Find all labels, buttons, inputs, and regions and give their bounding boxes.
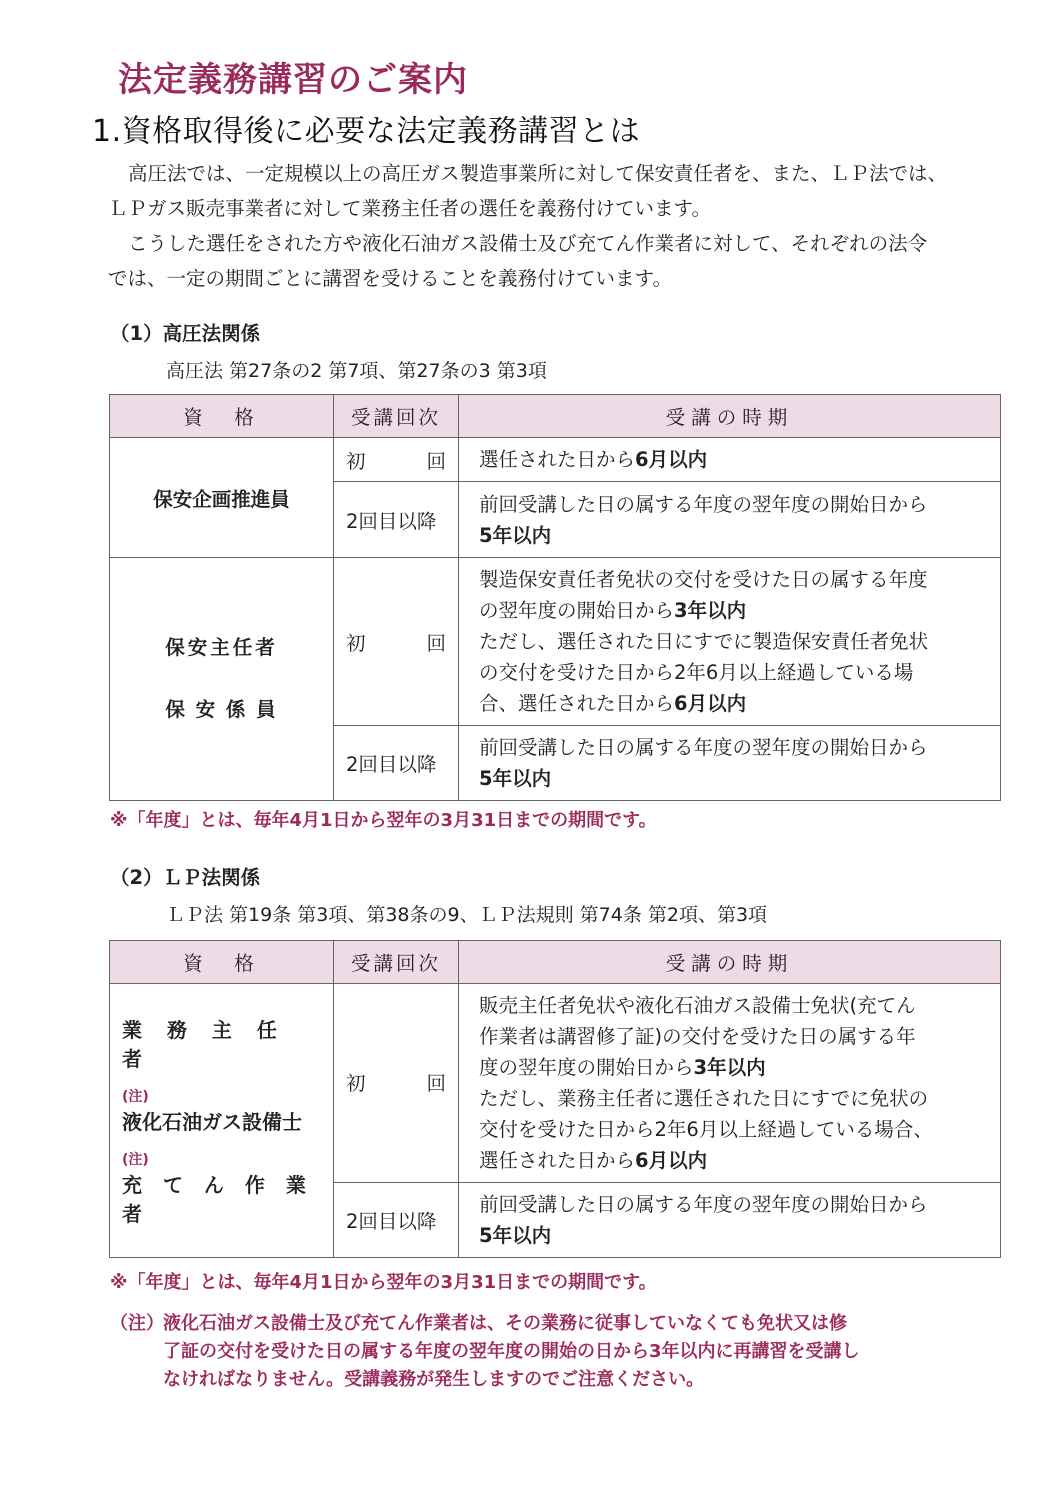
timing-text: 前回受講した日の属する年度の翌年度の開始日から: [479, 736, 928, 759]
header-timing: 受講の時期: [459, 941, 1001, 984]
timing-text: 前回受講した日の属する年度の翌年度の開始日から: [479, 492, 928, 516]
count-cell: [334, 1183, 459, 1258]
intro-p1-line1: 高圧法では、一定規模以上の高圧ガス製造事業所に対して保安責任者を、また、ＬＰ法では、: [128, 162, 948, 185]
qualification-name: 業 務 主 任 者: [122, 1018, 286, 1071]
caution-line: 液化石油ガス設備士及び充てん作業者は、その業務に従事していなくても免状又は修: [163, 1313, 847, 1334]
first-label-b: 回: [426, 449, 446, 473]
qualification-name: 充 て ん 作 業 者: [122, 1173, 313, 1226]
timing-cell: [459, 438, 1001, 482]
timing-bold: 3年以内: [693, 1056, 766, 1079]
note-tag: (注): [122, 1089, 149, 1105]
first-label-b: 回: [426, 632, 446, 655]
header-qualification: 資 格: [110, 395, 334, 438]
timing-bold: 3年以内: [674, 599, 747, 622]
timing-text: ただし、選任された日にすでに製造保安責任者免状: [479, 630, 929, 653]
lp-fiscal-year-note: ※「年度」とは、毎年4月1日から翌年の3月31日までの期間です。: [110, 1272, 657, 1293]
table-header-row: [110, 941, 1001, 984]
first-label-a: 初: [346, 1072, 366, 1095]
intro-p1-line2: ＬＰガス販売事業者に対して業務主任者の選任を義務付けています。: [108, 197, 711, 220]
section-heading: 1.資格取得後に必要な法定義務講習とは: [92, 114, 641, 149]
qualification-name: 保安主任者: [165, 636, 278, 659]
timing-bold: 5年以内: [479, 1224, 552, 1247]
table-row: [110, 558, 1001, 726]
header-count: 受講回次: [334, 941, 459, 984]
qualification-name: 保 安 係 員: [165, 698, 278, 721]
hp-fiscal-year-note: ※「年度」とは、毎年4月1日から翌年の3月31日までの期間です。: [110, 810, 657, 831]
timing-text: の翌年度の開始日から: [479, 599, 675, 622]
table-row: [110, 984, 1001, 1183]
caution-line: 了証の交付を受けた日の属する年度の翌年度の開始の日から3年以内に再講習を受講し: [163, 1341, 860, 1362]
second-label: 2回目以降: [346, 1210, 437, 1233]
timing-text: 選任された日から: [479, 1149, 636, 1172]
caution-label: （注）: [110, 1313, 164, 1334]
table-header-row: [110, 395, 1001, 438]
qualification-cell: [110, 984, 334, 1258]
timing-cell: [459, 1183, 1001, 1258]
first-label-b: 回: [426, 1072, 446, 1095]
timing-text: 度の翌年度の開始日から: [479, 1056, 694, 1079]
timing-text: 前回受講した日の属する年度の翌年度の開始日から: [479, 1193, 928, 1216]
lp-law-reference: ＬＰ法 第19条 第3項、第38条の9、ＬＰ法規則 第74条 第2項、第3項: [166, 904, 768, 926]
header-timing: 受講の時期: [459, 395, 1001, 438]
lp-caution: [110, 1310, 1010, 1394]
header-qualification: 資 格: [110, 941, 334, 984]
count-cell: [334, 482, 459, 558]
hp-heading: （1）高圧法関係: [110, 322, 261, 345]
qualification-name: 保安企画推進員: [153, 487, 290, 511]
timing-bold: 5年以内: [479, 767, 552, 790]
lp-heading: （2）ＬＰ法関係: [110, 866, 261, 889]
intro-paragraph: [108, 156, 1013, 296]
lp-table: [109, 940, 1001, 1258]
timing-text: ただし、業務主任者に選任された日にすでに免状の: [479, 1087, 929, 1110]
timing-text: 作業者は講習修了証)の交付を受けた日の属する年: [479, 1025, 916, 1048]
page-title: 法定義務講習のご案内: [118, 60, 468, 100]
timing-cell: [459, 558, 1001, 726]
first-label-a: 初: [346, 632, 366, 655]
timing-text: 選任された日から: [479, 448, 636, 471]
timing-bold: 6月以内: [635, 448, 708, 471]
count-cell: [334, 438, 459, 482]
intro-p2-line2: では、一定の期間ごとに講習を受けることを義務付けています。: [108, 267, 672, 290]
timing-bold: 6月以内: [635, 1149, 708, 1172]
caution-line: なければなりません。受講義務が発生しますのでご注意ください。: [163, 1369, 705, 1390]
timing-text: 製造保安責任者免状の交付を受けた日の属する年度: [479, 568, 928, 591]
qualification-cell: [110, 558, 334, 801]
intro-p2-line1: こうした選任をされた方や液化石油ガス設備士及び充てん作業者に対して、それぞれの法令: [128, 232, 928, 255]
timing-cell: [459, 482, 1001, 558]
qualification-cell: [110, 438, 334, 558]
second-label: 2回目以降: [346, 753, 437, 776]
count-cell: [334, 558, 459, 726]
count-cell: [334, 726, 459, 801]
timing-text: 交付を受けた日から2年6月以上経過している場合、: [479, 1118, 933, 1141]
timing-cell: [459, 726, 1001, 801]
count-cell: [334, 984, 459, 1183]
hp-law-reference: 高圧法 第27条の2 第7項、第27条の3 第3項: [166, 360, 547, 382]
table-row: [110, 438, 1001, 482]
timing-text: 販売主任者免状や液化石油ガス設備士免状(充てん: [479, 994, 916, 1017]
timing-cell: [459, 984, 1001, 1183]
first-label-a: 初: [346, 449, 366, 473]
second-label: 2回目以降: [346, 509, 437, 533]
timing-bold: 5年以内: [479, 523, 552, 547]
header-count: 受講回次: [334, 395, 459, 438]
qualification-name: 液化石油ガス設備士: [122, 1110, 302, 1134]
note-tag: (注): [122, 1152, 149, 1168]
timing-bold: 6月以内: [674, 692, 747, 715]
timing-text: の交付を受けた日から2年6月以上経過している場: [479, 661, 914, 684]
hp-table: [109, 394, 1001, 801]
timing-text: 合、選任された日から: [479, 692, 675, 715]
